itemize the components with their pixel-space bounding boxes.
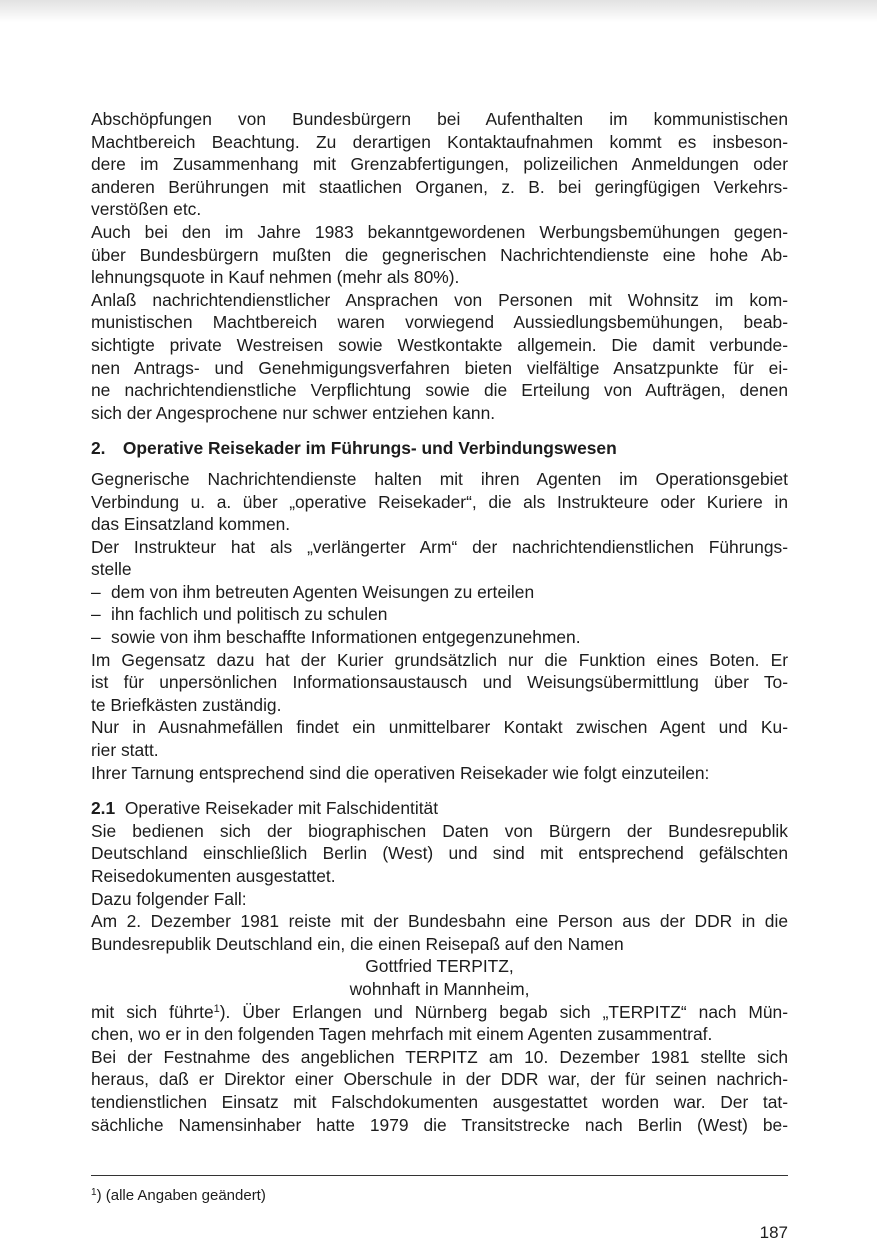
text-line: Auch bei den im Jahre 1983 bekanntgewordenen Werbungsbemühungen gegen- [91,221,788,242]
text-line: das Einsatzland kommen. [91,514,291,535]
text-line: Gegnerische Nachrichtendienste halten mit ihren Agenten im Operationsgebiet [91,468,788,489]
text-line: Im Gegensatz dazu hat der Kurier grundsätzlich nur die Funktion eines Boten. Er [91,649,788,670]
section-2-1-heading [91,797,788,820]
footnote-separator [91,1175,788,1176]
text-line: rier statt. [91,740,159,761]
footnote [91,1187,266,1205]
section-2-paragraph-instrukteur [91,536,788,581]
footnote-mark: 1 [91,1187,97,1198]
section-title: Operative Reisekader mit Falschidentität [124,798,439,819]
footnote-reference: 1 [213,1002,220,1015]
paragraph-ansprachen [91,289,788,425]
text-line: ne nachrichtendienstliche Verpflichtung sowie die Erteilung von Aufträgen, denen [91,380,788,401]
text-line: sichtigte private Westreisen sowie Westkontakte allgemein. Die damit verbunde- [91,334,788,355]
text-line: anderen Berührungen mit staatlichen Organen, z. B. bei geringfügigen Verkehrs- [91,176,788,197]
text-line: dere im Zusammenhang mit Grenzabfertigungen, polizeilichen Anmeldungen oder [91,154,788,175]
list-item-text: dem von ihm betreuten Agenten Weisungen zu erteilen [111,581,535,602]
dash-bullet: – [91,627,101,648]
text-line: Anlaß nachrichtendienstlicher Ansprachen von Personen mit Wohnsitz im kom- [91,289,788,310]
text-line: Abschöpfungen von Bundesbürgern bei Aufenthalten im kommunistischen [91,109,788,129]
text-line: Bei der Festnahme des angeblichen TERPITZ am 10. Dezember 1981 stellte sich [91,1046,788,1067]
text-line: heraus, daß er Direktor einer Oberschule in der DDR war, der für seinen nachrich- [91,1069,788,1090]
dash-bullet: – [91,581,101,602]
dash-bullet: – [91,604,101,625]
paragraph-werbungsbemuehungen [91,221,788,289]
page-top-shadow [0,0,877,22]
text-line: Reisedokumenten ausgestattet. [91,866,336,886]
text-line: tendienstlichen Einsatz mit Falschdokumenten ausgestattet worden war. Der tat- [91,1091,788,1112]
page-number: 187 [759,1223,788,1242]
text-segment: mit sich führte [91,1001,214,1022]
text-line: Ihrer Tarnung entsprechend sind die operativen Reisekader wie folgt einzuteilen: [91,762,710,783]
text-line: Sie bedienen sich der biographischen Daten von Bürgern der Bundesrepublik [91,820,788,841]
section-2-1-paragraph-daten [91,820,788,888]
text-line [91,1001,788,1024]
section-2-paragraph-ausnahmefaelle [91,716,788,761]
list-item-text: ihn fachlich und politisch zu schulen [111,604,388,625]
text-line: Verbindung u. a. über „operative Reisekader“, die als Instrukteure oder Kuriere in [91,491,788,512]
section-2-1-paragraph-fall [91,888,788,911]
paragraph-abschoepfungen [91,108,788,221]
text-line: Nur in Ausnahmefällen findet ein unmittelbarer Kontakt zwischen Agent und Ku- [91,717,788,738]
text-line: nen Antrags- und Genehmigungsverfahren bieten vielfältige Ansatzpunkte für ei- [91,357,788,378]
section-2-paragraph-tarnung [91,762,788,785]
instrukteur-duties-list [91,581,788,649]
footnote-text: ) (alle Angaben geändert) [96,1187,266,1204]
section-number: 2.1 [91,798,116,819]
page-body [91,108,788,1136]
text-line: stelle [91,559,132,580]
text-line: verstößen etc. [91,199,202,220]
text-line: lehnungsquote in Kauf nehmen (mehr als 80%). [91,267,460,288]
text-line: Bundesrepublik Deutschland ein, die einen Reisepaß auf den Namen [91,933,624,954]
text-line: Der Instrukteur hat als „verlängerter Arm“ der nachrichtendienstlichen Führungs- [91,536,788,557]
text-line: ist für unpersönlichen Informationsaustausch und Weisungsübermittlung über To- [91,672,788,693]
section-2-heading: 2. Operative Reisekader im Führungs- und Verbindungswesen [91,438,617,459]
section-2-1-paragraph-reise [91,910,788,1046]
text-line: Deutschland einschließlich Berlin (West) und sind mit entsprechend gefälschten [91,843,788,864]
text-segment: ). Über Erlangen und Nürnberg begab sich „TERPITZ“ nach Mün- [219,1001,789,1022]
centered-residence: wohnhaft in Mannheim, [349,978,530,999]
text-line: sächliche Namensinhaber hatte 1979 die Transitstrecke nach Berlin (West) be- [91,1114,788,1135]
list-item [91,626,788,649]
list-item [91,581,788,604]
text-line: te Briefkästen zuständig. [91,694,282,715]
text-line: Machtbereich Beachtung. Zu derartigen Kontaktaufnahmen kommt es insbeson- [91,131,788,152]
text-line: munistischen Machtbereich waren vorwiegend Aussiedlungsbemühungen, beab- [91,312,788,333]
section-2-paragraph-verbindung [91,468,788,536]
text-line: Dazu folgender Fall: [91,888,247,909]
text-line: über Bundesbürgern mußten die gegnerischen Nachrichtendienste eine hohe Ab- [91,244,788,265]
text-line: Am 2. Dezember 1981 reiste mit der Bundesbahn eine Person aus der DDR in die [91,911,788,932]
list-item-text: sowie von ihm beschaffte Informationen entgegenzunehmen. [111,627,581,648]
section-2-1-paragraph-festnahme [91,1046,788,1136]
text-line: chen, wo er in den folgenden Tagen mehrfach mit einem Agenten zusammentraf. [91,1024,713,1045]
text-line: sich der Angesprochene nur schwer entziehen kann. [91,402,496,423]
centered-name: Gottfried TERPITZ, [365,956,514,977]
section-2-paragraph-kurier [91,649,788,717]
list-item [91,603,788,626]
